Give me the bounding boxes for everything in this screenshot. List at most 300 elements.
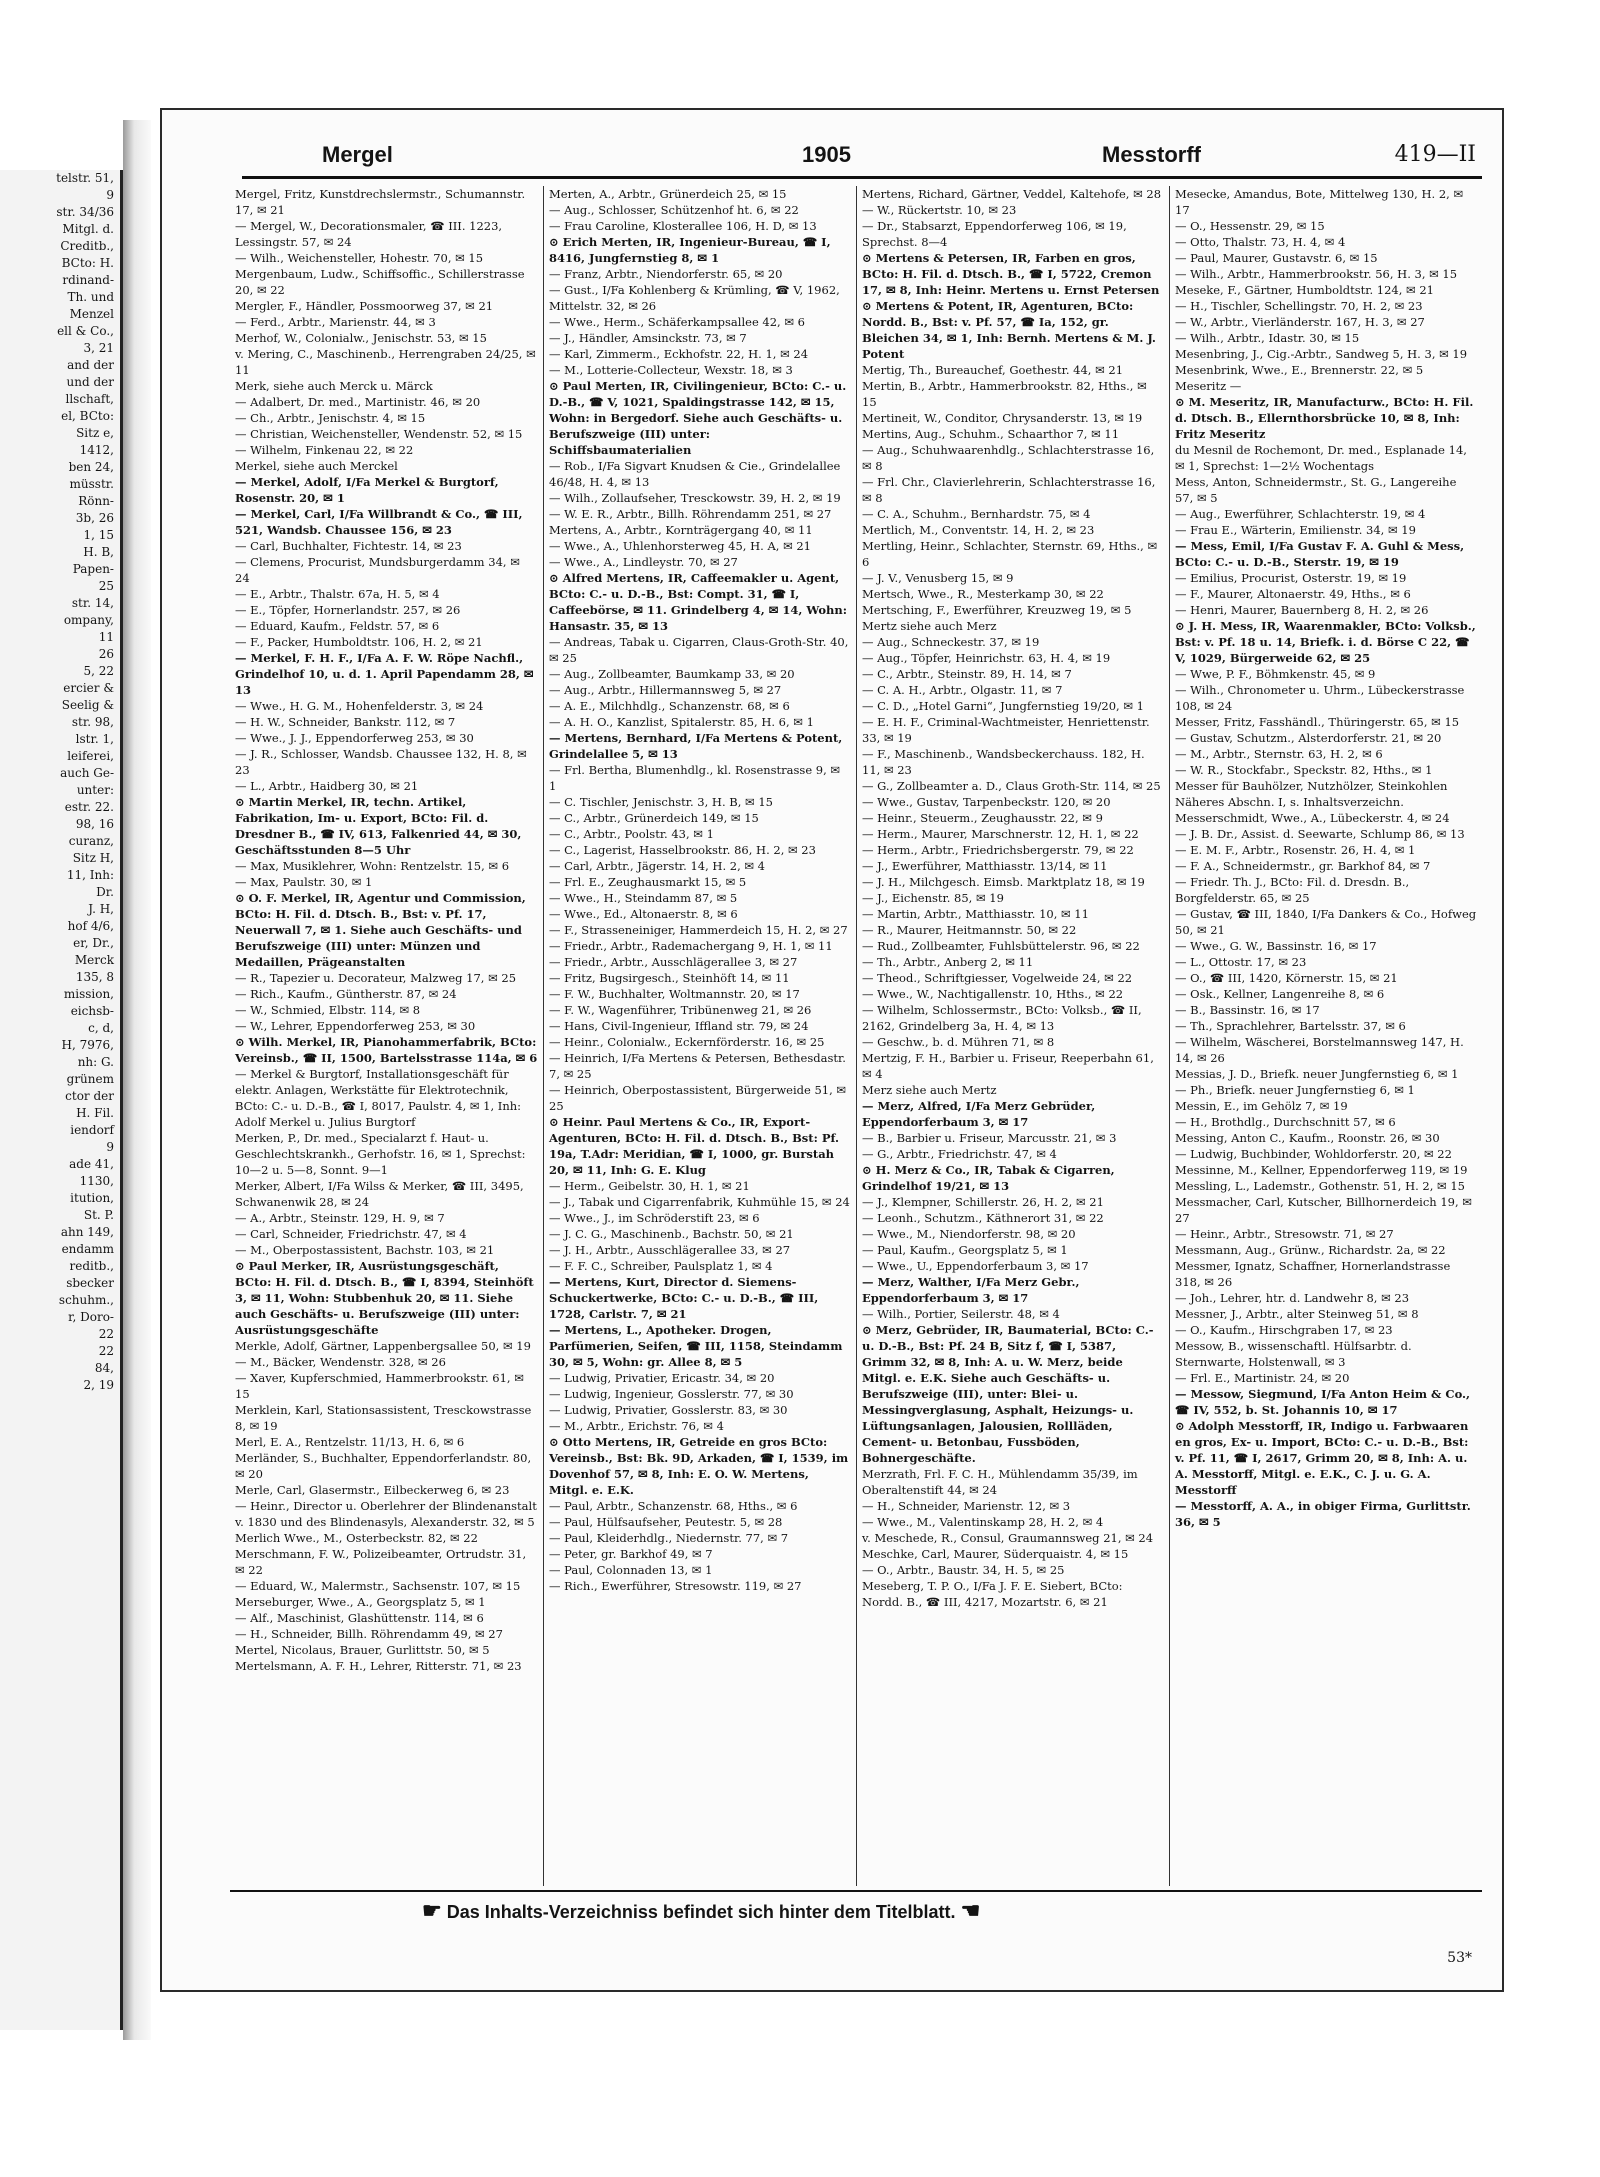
directory-entry: Mergenbaum, Ludw., Schiffsoffic., Schillerstrasse 20, ✉ 22 bbox=[235, 267, 525, 297]
directory-entry: ⊙ J. H. Mess, IR, Waarenmakler, BCto: Volksb., Bst: v. Pf. 18 u. 14, Briefk. i. d. Börse C 22, ☎ V, 1029, Bürgerweide 62, ✉ 25 bbox=[1175, 619, 1476, 665]
directory-entry: — Friedr., Arbtr., Rademachergang 9, H. 1, ✉ 11 bbox=[549, 939, 833, 953]
adjacent-page-fragment: 1, 15 bbox=[83, 528, 114, 542]
adjacent-page-fragment: reditb., bbox=[69, 1259, 114, 1273]
directory-entry: Mesenbring, J., Cig.-Arbtr., Sandweg 5, H. 3, ✉ 19 bbox=[1175, 347, 1468, 361]
directory-entry: — Rob., I/Fa Sigvart Knudsen & Cie., Grindelallee 46/48, H. 4, ✉ 13 bbox=[549, 459, 841, 489]
adjacent-page-fragment: ade 41, bbox=[69, 1157, 114, 1171]
directory-entry: — M., Lotterie-Collecteur, Wexstr. 18, ✉ 3 bbox=[549, 363, 793, 377]
adjacent-page-fragment: ercier & bbox=[63, 681, 114, 695]
directory-entry: — Wwe., Herm., Schäferkampsallee 42, ✉ 6 bbox=[549, 315, 805, 329]
directory-entry: — Wilhelm, Finkenau 22, ✉ 22 bbox=[235, 443, 414, 457]
adjacent-page-fragment: 5, 22 bbox=[83, 664, 114, 678]
directory-entry: ⊙ Mertens & Petersen, IR, Farben en gros, BCto: H. Fil. d. Dtsch. B., ☎ I, 5722, Cremon 17, ✉ 8, Inh: Heinr. Mertens u. Ernst Petersen bbox=[862, 251, 1160, 297]
adjacent-page-fragment: el, BCto: bbox=[61, 409, 114, 423]
directory-entry: — Carl, Arbtr., Jägerstr. 14, H. 2, ✉ 4 bbox=[549, 859, 766, 873]
directory-entry: — Xaver, Kupferschmied, Hammerbrookstr. 61, ✉ 15 bbox=[235, 1371, 524, 1401]
directory-entry: Mertling, Heinr., Schlachter, Sternstr. 69, Hths., ✉ 6 bbox=[862, 539, 1158, 569]
directory-entry: Mesenbrink, Wwe., E., Brennerstr. 22, ✉ 5 bbox=[1175, 363, 1424, 377]
directory-entry: — Wwe., Ed., Altonaerstr. 8, ✉ 6 bbox=[549, 907, 738, 921]
directory-entry: Merk, siehe auch Merck u. Märck bbox=[235, 379, 433, 393]
adjacent-page-fragment: H, 7976, bbox=[61, 1038, 114, 1052]
adjacent-page-fragment: 22 bbox=[98, 1344, 114, 1358]
directory-entry: ⊙ Alfred Mertens, IR, Caffeemakler u. Agent, BCto: C.- u. D.-B., Bst: Compt. 31, ☎ I, Caffeebörse, ✉ 11. Grindelberg 4, ✉ 14, Wohn: Hansastr. 35, ✉ 13 bbox=[549, 571, 847, 633]
adjacent-page-fragment: 22 bbox=[98, 1327, 114, 1341]
directory-entry: — M., Arbtr., Sternstr. 63, H. 2, ✉ 6 bbox=[1175, 747, 1383, 761]
directory-entry: — Mertens, Bernhard, I/Fa Mertens & Potent, Grindelallee 5, ✉ 13 bbox=[549, 731, 843, 761]
directory-entry: — Wilh., Arbtr., Idastr. 30, ✉ 15 bbox=[1175, 331, 1360, 345]
directory-entry: — G., Arbtr., Friedrichstr. 47, ✉ 4 bbox=[862, 1147, 1057, 1161]
directory-entry: — F., Maschinenb., Wandsbeckerchauss. 182, H. 11, ✉ 23 bbox=[862, 747, 1145, 777]
directory-entry: — Mess, Emil, I/Fa Gustav F. A. Guhl & Mess, BCto: C.- u. D.-B., Sterstr. 19, ✉ 19 bbox=[1175, 539, 1465, 569]
column-3 bbox=[856, 186, 1169, 1886]
directory-entry: Messmann, Aug., Grünw., Richardstr. 2a, ✉ 22 bbox=[1175, 1243, 1446, 1257]
directory-entry: — Wilh., Arbtr., Hammerbrookstr. 56, H. 3, ✉ 15 bbox=[1175, 267, 1458, 281]
adjacent-page-fragment: ctor der bbox=[65, 1089, 114, 1103]
directory-entry: — W., Schmied, Elbstr. 114, ✉ 8 bbox=[235, 1003, 421, 1017]
adjacent-page-fragment: 1412, bbox=[79, 443, 114, 457]
directory-entry: — Merkel, Adolf, I/Fa Merkel & Burgtorf, Rosenstr. 20, ✉ 1 bbox=[235, 475, 499, 505]
adjacent-page-fragment: hof 4/6, bbox=[67, 919, 114, 933]
directory-entry: — A. H. O., Kanzlist, Spitalerstr. 85, H. 6, ✉ 1 bbox=[549, 715, 814, 729]
directory-entry: — J. C. G., Maschinenb., Bachstr. 50, ✉ 21 bbox=[549, 1227, 794, 1241]
directory-entry: — J., Händler, Amsinckstr. 73, ✉ 7 bbox=[549, 331, 747, 345]
directory-entry: — F. F. C., Schreiber, Paulsplatz 1, ✉ 4 bbox=[549, 1259, 773, 1273]
directory-entry: — Heinr., Colonialw., Eckernförderstr. 16, ✉ 25 bbox=[549, 1035, 825, 1049]
directory-entry: Merseburger, Wwe., A., Georgsplatz 5, ✉ 1 bbox=[235, 1595, 486, 1609]
directory-entry: — Ph., Briefk. neuer Jungfernstieg 6, ✉ 1 bbox=[1175, 1083, 1415, 1097]
directory-entry: v. Mering, C., Maschinenb., Herrengraben 24/25, ✉ 11 bbox=[235, 347, 536, 377]
adjacent-page-fragment: mission, bbox=[63, 987, 114, 1001]
directory-entry: — Frau Caroline, Klosterallee 106, H. D, ✉ 13 bbox=[549, 219, 817, 233]
adjacent-page-fragment: 9 bbox=[106, 188, 114, 202]
directory-entry: — J., Ewerführer, Matthiasstr. 13/14, ✉ 11 bbox=[862, 859, 1108, 873]
directory-entry: Meseke, F., Gärtner, Humboldtstr. 124, ✉ 21 bbox=[1175, 283, 1434, 297]
adjacent-page-fragment: nh: G. bbox=[77, 1055, 114, 1069]
directory-entry: — Th., Arbtr., Anberg 2, ✉ 11 bbox=[862, 955, 1034, 969]
adjacent-page-fragment: H. B, bbox=[83, 545, 114, 559]
directory-entry: Mergler, F., Händler, Possmoorweg 37, ✉ 21 bbox=[235, 299, 494, 313]
directory-entry: — R., Maurer, Heitmannstr. 50, ✉ 22 bbox=[862, 923, 1077, 937]
directory-entry: — Ludwig, Buchbinder, Wohldorferstr. 20, ✉ 22 bbox=[1175, 1147, 1452, 1161]
directory-entry: — Carl, Schneider, Friedrichstr. 47, ✉ 4 bbox=[235, 1227, 467, 1241]
directory-entry: Messinne, M., Kellner, Eppendorferweg 119, ✉ 19 bbox=[1175, 1163, 1468, 1177]
directory-entry: ⊙ Wilh. Merkel, IR, Pianohammerfabrik, BCto: Vereinsb., ☎ II, 1500, Bartelsstrasse 114a, ✉ 6 bbox=[235, 1035, 538, 1065]
directory-entry: — J. V., Venusberg 15, ✉ 9 bbox=[862, 571, 1014, 585]
directory-entry: — Fritz, Bugsirgesch., Steinhöft 14, ✉ 11 bbox=[549, 971, 790, 985]
directory-entry: — E. M. F., Arbtr., Rosenstr. 26, H. 4, ✉ 1 bbox=[1175, 843, 1416, 857]
directory-entry: Mesecke, Amandus, Bote, Mittelweg 130, H. 2, ✉ 17 bbox=[1175, 187, 1464, 217]
directory-entry: — H., Schneider, Marienstr. 12, ✉ 3 bbox=[862, 1499, 1071, 1513]
directory-entry: Messias, J. D., Briefk. neuer Jungfernstieg 6, ✉ 1 bbox=[1175, 1067, 1459, 1081]
directory-entry: Messmacher, Carl, Kutscher, Billhornerdeich 19, ✉ 27 bbox=[1175, 1195, 1472, 1225]
adjacent-page-fragment: Rönn- bbox=[78, 494, 114, 508]
directory-entry: — Ch., Arbtr., Jenischstr. 4, ✉ 15 bbox=[235, 411, 426, 425]
directory-entry: Messner, J., Arbtr., alter Steinweg 51, ✉ 8 bbox=[1175, 1307, 1419, 1321]
directory-entry: — Rud., Zollbeamter, Fuhlsbüttelerstr. 96, ✉ 22 bbox=[862, 939, 1140, 953]
directory-entry: — Merkel, Carl, I/Fa Willbrandt & Co., ☎ III, 521, Wandsb. Chaussee 156, ✉ 23 bbox=[235, 507, 523, 537]
directory-entry: — Merz, Walther, I/Fa Merz Gebr., Eppendorferbaum 3, ✉ 17 bbox=[862, 1275, 1080, 1305]
column-4 bbox=[1169, 186, 1482, 1886]
directory-entry: — J. R., Schlosser, Wandsb. Chaussee 132, H. 8, ✉ 23 bbox=[235, 747, 527, 777]
directory-entry: Merlich Wwe., M., Osterbeckstr. 82, ✉ 22 bbox=[235, 1531, 478, 1545]
adjacent-page-fragment: unter: bbox=[76, 783, 114, 797]
directory-entry: — J., Tabak und Cigarrenfabrik, Kuhmühle 15, ✉ 24 bbox=[549, 1195, 850, 1209]
directory-entry: — W., Lehrer, Eppendorferweg 253, ✉ 30 bbox=[235, 1019, 476, 1033]
directory-entry: Merz siehe auch Mertz bbox=[862, 1083, 997, 1097]
directory-entry: — Aug., Arbtr., Hillermannsweg 5, ✉ 27 bbox=[549, 683, 782, 697]
directory-entry: Mertens, A., Arbtr., Kornträgergang 40, ✉ 11 bbox=[549, 523, 813, 537]
directory-entry: — Ludwig, Privatier, Gosslerstr. 83, ✉ 30 bbox=[549, 1403, 788, 1417]
adjacent-page-fragment: 9 bbox=[106, 1140, 114, 1154]
directory-entry: — A. E., Milchhdlg., Schanzenstr. 68, ✉ 6 bbox=[549, 699, 790, 713]
directory-entry: — Max, Paulstr. 30, ✉ 1 bbox=[235, 875, 373, 889]
adjacent-page-fragment: endamm bbox=[61, 1242, 114, 1256]
directory-entry: — F. W., Buchhalter, Woltmannstr. 20, ✉ 17 bbox=[549, 987, 800, 1001]
adjacent-page-fragment: str. 34/36 bbox=[56, 205, 114, 219]
directory-entry: — Adalbert, Dr. med., Martinistr. 46, ✉ 20 bbox=[235, 395, 481, 409]
directory-entry: — Gust., I/Fa Kohlenberg & Krümling, ☎ V, 1962, Mittelstr. 32, ✉ 26 bbox=[549, 283, 840, 313]
directory-entry: — J., Klempner, Schillerstr. 26, H. 2, ✉ 21 bbox=[862, 1195, 1104, 1209]
directory-entry: — Frl. E., Martinistr. 24, ✉ 20 bbox=[1175, 1371, 1350, 1385]
directory-entry: — Mergel, W., Decorationsmaler, ☎ III. 1223, Lessingstr. 57, ✉ 24 bbox=[235, 219, 503, 249]
adjacent-page-fragment: St. P. bbox=[83, 1208, 114, 1222]
directory-entry: — C., Arbtr., Grünerdeich 149, ✉ 15 bbox=[549, 811, 759, 825]
adjacent-page-fragment: telstr. 51, bbox=[56, 171, 114, 185]
directory-entry: — Paul, Maurer, Gustavstr. 6, ✉ 15 bbox=[1175, 251, 1378, 265]
directory-entry: — Eduard, Kaufm., Feldstr. 57, ✉ 6 bbox=[235, 619, 440, 633]
directory-entry: — Aug., Schlosser, Schützenhof ht. 6, ✉ 22 bbox=[549, 203, 799, 217]
directory-entry: — Heinrich, I/Fa Mertens & Petersen, Bethesdastr. 7, ✉ 25 bbox=[549, 1051, 846, 1081]
directory-entry: — E., Töpfer, Hornerlandstr. 257, ✉ 26 bbox=[235, 603, 461, 617]
adjacent-page-fragment: iendorf bbox=[70, 1123, 114, 1137]
directory-entry: — O., Kaufm., Hirschgraben 17, ✉ 23 bbox=[1175, 1323, 1393, 1337]
directory-entry: Merker, Albert, I/Fa Wilss & Merker, ☎ III, 3495, Schwanenwik 28, ✉ 24 bbox=[235, 1179, 524, 1209]
adjacent-page-fragment: r, Doro- bbox=[68, 1310, 114, 1324]
directory-entry: — Wilhelm, Wäscherei, Borstelmannsweg 147, H. 14, ✉ 26 bbox=[1175, 1035, 1464, 1065]
directory-entry: — Mertens, Kurt, Director d. Siemens-Schuckertwerke, BCto: C.- u. D.-B., ☎ III, 1728, Carlstr. 7, ✉ 21 bbox=[549, 1275, 819, 1321]
directory-entry: — Heinr., Director u. Oberlehrer der Blindenanstalt v. 1830 und des Blindenasyls, Alexanderstr. 32, ✉ 5 bbox=[235, 1499, 537, 1529]
adjacent-page-fragment: und der bbox=[66, 375, 114, 389]
adjacent-page-fragment: str. 14, bbox=[71, 596, 114, 610]
directory-entry: ⊙ Erich Merten, IR, Ingenieur-Bureau, ☎ I, 8416, Jungfernstieg 8, ✉ 1 bbox=[549, 235, 831, 265]
directory-entry: — Theod., Schriftgiesser, Vogelweide 24, ✉ 22 bbox=[862, 971, 1133, 985]
adjacent-page-fragment: estr. 22. bbox=[64, 800, 114, 814]
directory-entry: — M., Bäcker, Wendenstr. 328, ✉ 26 bbox=[235, 1355, 446, 1369]
directory-entry: Mertsching, F., Ewerführer, Kreuzweg 19, ✉ 5 bbox=[862, 603, 1132, 617]
directory-entry: — Andreas, Tabak u. Cigarren, Claus-Groth-Str. 40, ✉ 25 bbox=[549, 635, 849, 665]
directory-entry: — Leonh., Schutzm., Käthnerort 31, ✉ 22 bbox=[862, 1211, 1104, 1225]
footer-note-text: Das Inhalts-Verzeichniss befindet sich hinter dem Titelblatt. bbox=[446, 1902, 956, 1922]
directory-entry: Messmer, Ignatz, Schaffner, Hornerlandstrasse 318, ✉ 26 bbox=[1175, 1259, 1451, 1289]
directory-entry: ⊙ Paul Merker, IR, Ausrüstungsgeschäft, BCto: H. Fil. d. Dtsch. B., ☎ I, 8394, Steinhöft 3, ✉ 11, Wohn: Stubbenhuk 20, ✉ 11. Siehe auch Geschäfts- u. Berufszweige (III) unter: Ausrüstungsgeschäfte bbox=[235, 1259, 534, 1337]
adjacent-page-fragment: 135, 8 bbox=[75, 970, 114, 984]
directory-entry: — Wwe., G. W., Bassinstr. 16, ✉ 17 bbox=[1175, 939, 1377, 953]
sheet-number: 53* bbox=[1447, 1950, 1472, 1966]
directory-entry: — Paul, Colonnaden 13, ✉ 1 bbox=[549, 1563, 713, 1577]
directory-entry: — Wwe., U., Eppendorferbaum 3, ✉ 17 bbox=[862, 1259, 1089, 1273]
adjacent-page-fragment: 11, Inh: bbox=[66, 868, 114, 882]
directory-entry: Merten, A., Arbtr., Grünerdeich 25, ✉ 15 bbox=[549, 187, 787, 201]
directory-entry: — O., Arbtr., Baustr. 34, H. 5, ✉ 25 bbox=[862, 1563, 1065, 1577]
directory-entry: Messin, E., im Gehölz 7, ✉ 19 bbox=[1175, 1099, 1348, 1113]
directory-entry: — C. D., „Hotel Garni“, Jungfernstieg 19/20, ✉ 1 bbox=[862, 699, 1144, 713]
directory-entry: — Christian, Weichensteller, Wendenstr. 52, ✉ 15 bbox=[235, 427, 523, 441]
directory-entry: — Karl, Zimmerm., Eckhofstr. 22, H. 1, ✉ 24 bbox=[549, 347, 809, 361]
directory-entry: — F., Packer, Humboldtstr. 106, H. 2, ✉ 21 bbox=[235, 635, 483, 649]
directory-entry: — J. H., Arbtr., Ausschlägerallee 33, ✉ 27 bbox=[549, 1243, 791, 1257]
directory-entry: — Herm., Arbtr., Friedrichsbergerstr. 79, ✉ 22 bbox=[862, 843, 1134, 857]
directory-entry: Merhof, W., Colonialw., Jenischstr. 53, ✉ 15 bbox=[235, 331, 487, 345]
adjacent-page-fragment: müsstr. bbox=[69, 477, 114, 491]
directory-entry: — H. W., Schneider, Bankstr. 112, ✉ 7 bbox=[235, 715, 456, 729]
directory-entry: — Heinrich, Oberpostassistent, Bürgerweide 51, ✉ 25 bbox=[549, 1083, 847, 1113]
adjacent-page-fragment: 3b, 26 bbox=[75, 511, 114, 525]
footer-rule bbox=[230, 1890, 1482, 1892]
directory-entry: — J., Eichenstr. 85, ✉ 19 bbox=[862, 891, 1004, 905]
directory-entry: — Alf., Maschinist, Glashüttenstr. 114, ✉ 6 bbox=[235, 1611, 484, 1625]
directory-entry: — L., Arbtr., Haidberg 30, ✉ 21 bbox=[235, 779, 419, 793]
directory-entry: — Heinr., Steuerm., Zeughausstr. 22, ✉ 9 bbox=[862, 811, 1103, 825]
adjacent-page-fragment: 26 bbox=[98, 647, 114, 661]
directory-entry: Merken, P., Dr. med., Specialarzt f. Haut- u. Geschlechtskrankh., Gerhofstr. 16, ✉ 1, Sprechst: 10—2 u. 5—8, Sonnt. 9—1 bbox=[235, 1131, 526, 1177]
directory-entry: — W., Rückertstr. 10, ✉ 23 bbox=[862, 203, 1017, 217]
directory-entry: Messow, B., wissenschaftl. Hülfsarbtr. d. Sternwarte, Holstenwall, ✉ 3 bbox=[1175, 1339, 1412, 1369]
directory-entry: — M., Arbtr., Erichstr. 76, ✉ 4 bbox=[549, 1419, 724, 1433]
directory-entry: — Frl. Chr., Clavierlehrerin, Schlachterstrasse 16, ✉ 8 bbox=[862, 475, 1156, 505]
directory-entry: — M., Oberpostassistent, Bachstr. 103, ✉ 21 bbox=[235, 1243, 495, 1257]
directory-entry: — Dr., Stabsarzt, Eppendorferweg 106, ✉ 19, Sprechst. 8—4 bbox=[862, 219, 1127, 249]
directory-entry: — Wilh., Portier, Seilerstr. 48, ✉ 4 bbox=[862, 1307, 1060, 1321]
directory-entry: Merkle, Adolf, Gärtner, Lappenbergsallee 50, ✉ 19 bbox=[235, 1339, 531, 1353]
adjacent-page-fragment: sbecker bbox=[66, 1276, 114, 1290]
adjacent-page-fragment: Th. und bbox=[67, 290, 114, 304]
directory-entry: — Wwe., W., Nachtigallenstr. 10, Hths., ✉ 22 bbox=[862, 987, 1124, 1001]
directory-entry: — C. A., Schuhm., Bernhardstr. 75, ✉ 4 bbox=[862, 507, 1091, 521]
directory-entry: — G., Zollbeamter a. D., Claus Groth-Str. 114, ✉ 25 bbox=[862, 779, 1161, 793]
directory-entry: — C., Arbtr., Steinstr. 89, H. 14, ✉ 7 bbox=[862, 667, 1072, 681]
directory-entry: — Wwe., J., im Schröderstift 23, ✉ 6 bbox=[549, 1211, 760, 1225]
directory-entry: Merklein, Karl, Stationsassistent, Tresckowstrasse 8, ✉ 19 bbox=[235, 1403, 532, 1433]
directory-entry: Merschmann, F. W., Polizeibeamter, Ortrudstr. 31, ✉ 22 bbox=[235, 1547, 527, 1577]
directory-entry: Merkel, siehe auch Merckel bbox=[235, 459, 398, 473]
directory-entry: — Frl. Bertha, Blumenhdlg., kl. Rosenstrasse 9, ✉ 1 bbox=[549, 763, 841, 793]
directory-entry: Meseritz — bbox=[1175, 379, 1242, 393]
directory-entry: — Wilh., Weichensteller, Hohestr. 70, ✉ 15 bbox=[235, 251, 484, 265]
adjacent-page-fragment: Merck bbox=[74, 953, 114, 967]
adjacent-page-strip bbox=[0, 170, 123, 2030]
directory-entry: — Ludwig, Ingenieur, Gosslerstr. 77, ✉ 30 bbox=[549, 1387, 794, 1401]
directory-entry: — F. A., Schneidermstr., gr. Barkhof 84, ✉ 7 bbox=[1175, 859, 1431, 873]
directory-entry: Mertig, Th., Bureauchef, Goethestr. 44, ✉ 21 bbox=[862, 363, 1124, 377]
directory-entry: Merl, E. A., Rentzelstr. 11/13, H. 6, ✉ 6 bbox=[235, 1435, 465, 1449]
adjacent-page-fragment: er, Dr., bbox=[73, 936, 114, 950]
directory-entry: — H., Tischler, Schellingstr. 70, H. 2, ✉ 23 bbox=[1175, 299, 1423, 313]
page-number: 419—II bbox=[1394, 142, 1476, 167]
adjacent-page-fragment: itution, bbox=[70, 1191, 114, 1205]
directory-entry: du Mesnil de Rochemont, Dr. med., Esplanade 14, ✉ 1, Sprechst: 1—2½ Wochentags bbox=[1175, 443, 1467, 473]
directory-entry: — C. Tischler, Jenischstr. 3, H. B, ✉ 15 bbox=[549, 795, 773, 809]
adjacent-page-fragment: c, d, bbox=[88, 1021, 114, 1035]
directory-entry: Meschke, Carl, Maurer, Süderquaistr. 4, ✉ 15 bbox=[862, 1547, 1129, 1561]
directory-entry: Merzrath, Frl. F. C. H., Mühlendamm 35/39, im Oberaltenstift 44, ✉ 24 bbox=[862, 1467, 1138, 1497]
directory-entry: Mertzig, F. H., Barbier u. Friseur, Reeperbahn 61, ✉ 4 bbox=[862, 1051, 1154, 1081]
directory-entry: ⊙ Otto Mertens, IR, Getreide en gros BCto: Vereinsb., Bst: Bk. 9D, Arkaden, ☎ I, 1539, im Dovenhof 57, ✉ 8, Inh: E. O. W. Mertens, Mitgl. e. E.K. bbox=[549, 1435, 849, 1497]
directory-entry: — Paul, Arbtr., Schanzenstr. 68, Hths., ✉ 6 bbox=[549, 1499, 798, 1513]
directory-entry: — Aug., Schneckestr. 37, ✉ 19 bbox=[862, 635, 1040, 649]
adjacent-page-fragment: 11 bbox=[98, 630, 114, 644]
directory-entry: Messer, Fritz, Fasshändl., Thüringerstr. 65, ✉ 15 bbox=[1175, 715, 1460, 729]
directory-entry: — Paul, Kleiderhdlg., Niedernstr. 77, ✉ 7 bbox=[549, 1531, 789, 1545]
directory-entry: ⊙ Merz, Gebrüder, IR, Baumaterial, BCto: C.- u. D.-B., Bst: Pf. 24 B, Sitz f, ☎ I, 5387, Grimm 32, ✉ 8, Inh: A. u. W. Merz, beide Mitgl. e. E.K. Siehe auch Geschäfts- u. Berufszweige (III), unter: Blei- u. Messingverglasung, Asphalt, Heizungs- u. Lüftungsanlagen, Jalousien, Rollläden, Cement- u. Betonbau, Fussböden, Bohnergeschäfte. bbox=[862, 1323, 1154, 1465]
directory-entry: — W., Arbtr., Vierländerstr. 167, H. 3, ✉ 27 bbox=[1175, 315, 1425, 329]
directory-entry: Mertsch, Wwe., R., Mesterkamp 30, ✉ 22 bbox=[862, 587, 1104, 601]
adjacent-page-fragment: J. H, bbox=[88, 902, 114, 916]
directory-entry: — Aug., Zollbeamter, Baumkamp 33, ✉ 20 bbox=[549, 667, 795, 681]
directory-entry: — Rich., Ewerführer, Stresowstr. 119, ✉ 27 bbox=[549, 1579, 802, 1593]
adjacent-page-fragment: 25 bbox=[98, 579, 114, 593]
directory-entry: ⊙ Martin Merkel, IR, techn. Artikel, Fabrikation, Im- u. Export, BCto: Fil. d. Dresdner B., ☎ IV, 613, Falkenried 44, ✉ 30, Geschäftsstunden 8—5 Uhr bbox=[235, 795, 522, 857]
directory-entry: ⊙ O. F. Merkel, IR, Agentur und Commission, BCto: H. Fil. d. Dtsch. B., Bst: v. Pf. 17, Neuerwall 7, ✉ 1. Siehe auch Geschäfts- und Berufszweige (III) unter: Münzen und Medaillen, Prägeanstalten bbox=[235, 891, 526, 969]
directory-entry: — B., Bassinstr. 16, ✉ 17 bbox=[1175, 1003, 1320, 1017]
adjacent-page-fragment: llschaft, bbox=[65, 392, 114, 406]
directory-entry: — Wwe., A., Uhlenhorsterweg 45, H. A, ✉ 21 bbox=[549, 539, 811, 553]
directory-entry: — Rich., Kaufm., Güntherstr. 87, ✉ 24 bbox=[235, 987, 457, 1001]
adjacent-page-fragment: BCto: H. bbox=[61, 256, 114, 270]
adjacent-page-fragment: leiferei, bbox=[67, 749, 114, 763]
directory-entry: — Martin, Arbtr., Matthiasstr. 10, ✉ 11 bbox=[862, 907, 1089, 921]
directory-entry: — B., Barbier u. Friseur, Marcusstr. 21, ✉ 3 bbox=[862, 1131, 1117, 1145]
adjacent-page-fragment: ompany, bbox=[63, 613, 114, 627]
adjacent-page-fragment: H. Fil. bbox=[76, 1106, 114, 1120]
directory-entry: — C., Arbtr., Poolstr. 43, ✉ 1 bbox=[549, 827, 714, 841]
directory-entry: ⊙ Mertens & Potent, IR, Agenturen, BCto: Nordd. B., Bst: v. Pf. 57, ☎ Ia, 152, gr. Bleichen 34, ✉ 1, Inh: Bernh. Mertens & M. J. Potent bbox=[862, 299, 1156, 361]
adjacent-page-fragment: auch Ge- bbox=[60, 766, 114, 780]
adjacent-page-fragment: 98, 16 bbox=[75, 817, 114, 831]
directory-entry: — E., Arbtr., Thalstr. 67a, H. 5, ✉ 4 bbox=[235, 587, 440, 601]
directory-entry: — Paul, Hülfsaufseher, Peutestr. 5, ✉ 28 bbox=[549, 1515, 783, 1529]
directory-entry: — Herm., Maurer, Marschnerstr. 12, H. 1, ✉ 22 bbox=[862, 827, 1139, 841]
directory-page bbox=[160, 108, 1504, 1992]
directory-entry: Merländer, S., Buchhalter, Eppendorferlandstr. 80, ✉ 20 bbox=[235, 1451, 532, 1481]
directory-entry: Merle, Carl, Glasermstr., Eilbeckerweg 6, ✉ 23 bbox=[235, 1483, 510, 1497]
directory-entry: — F., Strasseneiniger, Hammerdeich 15, H. 2, ✉ 27 bbox=[549, 923, 848, 937]
directory-entry: — Wilh., Zollaufseher, Tresckowstr. 39, H. 2, ✉ 19 bbox=[549, 491, 841, 505]
directory-entry: Mess, Anton, Schneidermstr., St. G., Langereihe 57, ✉ 5 bbox=[1175, 475, 1457, 505]
column-2 bbox=[543, 186, 856, 1886]
directory-entry: — Frl. E., Zeughausmarkt 15, ✉ 5 bbox=[549, 875, 747, 889]
directory-entry: — Aug., Schuhwaarenhdlg., Schlachterstrasse 16, ✉ 8 bbox=[862, 443, 1155, 473]
adjacent-page-fragment: Mitgl. d. bbox=[62, 222, 114, 236]
directory-entry: — Osk., Kellner, Langenreihe 8, ✉ 6 bbox=[1175, 987, 1385, 1001]
directory-entry: — Carl, Buchhalter, Fichtestr. 14, ✉ 23 bbox=[235, 539, 462, 553]
directory-entry: — Th., Sprachlehrer, Bartelsstr. 37, ✉ 6 bbox=[1175, 1019, 1406, 1033]
directory-entry: Mergel, Fritz, Kunstdrechslermstr., Schumannstr. 17, ✉ 21 bbox=[235, 187, 526, 217]
directory-entry: — Wwe., H. G. M., Hohenfelderstr. 3, ✉ 24 bbox=[235, 699, 484, 713]
header-left-word: Mergel bbox=[322, 142, 393, 167]
adjacent-page-fragment: ell & Co., bbox=[57, 324, 114, 338]
directory-entry: — Wwe., M., Valentinskamp 28, H. 2, ✉ 4 bbox=[862, 1515, 1104, 1529]
directory-entry: Mertineit, W., Conditor, Chrysanderstr. 13, ✉ 19 bbox=[862, 411, 1143, 425]
adjacent-page-fragment: rdinand- bbox=[62, 273, 114, 287]
directory-entry: — O., ☎ III, 1420, Körnerstr. 15, ✉ 21 bbox=[1175, 971, 1398, 985]
adjacent-page-fragment: 3, 21 bbox=[83, 341, 114, 355]
directory-columns bbox=[230, 186, 1482, 1886]
directory-entry: — Ludwig, Privatier, Ericastr. 34, ✉ 20 bbox=[549, 1371, 775, 1385]
directory-entry: Messerschmidt, Wwe., A., Lübeckerstr. 4, ✉ 24 bbox=[1175, 811, 1450, 825]
directory-entry: Mertlich, M., Conventstr. 14, H. 2, ✉ 23 bbox=[862, 523, 1095, 537]
pointing-hand-icon-right: ☚ bbox=[960, 1898, 981, 1923]
directory-entry: — J. B. Dr., Assist. d. Seewarte, Schlump 86, ✉ 13 bbox=[1175, 827, 1465, 841]
directory-entry: — Gustav, ☎ III, 1840, I/Fa Dankers & Co., Hofweg 50, ✉ 21 bbox=[1175, 907, 1477, 937]
directory-entry: — Joh., Lehrer, htr. d. Landwehr 8, ✉ 23 bbox=[1175, 1291, 1410, 1305]
directory-entry: — L., Ottostr. 17, ✉ 23 bbox=[1175, 955, 1307, 969]
directory-entry: — Clemens, Procurist, Mundsburgerdamm 34, ✉ 24 bbox=[235, 555, 520, 585]
header-right-word: Messtorff bbox=[1102, 142, 1202, 167]
directory-entry: Mertens, Richard, Gärtner, Veddel, Kaltehofe, ✉ 28 bbox=[862, 187, 1162, 201]
directory-entry: — Merz, Alfred, I/Fa Merz Gebrüder, Eppendorferbaum 3, ✉ 17 bbox=[862, 1099, 1096, 1129]
adjacent-page-fragment: Dr. bbox=[96, 885, 114, 899]
directory-entry: — O., Hessenstr. 29, ✉ 15 bbox=[1175, 219, 1325, 233]
directory-entry: — W. E. R., Arbtr., Billh. Röhrendamm 251, ✉ 27 bbox=[549, 507, 832, 521]
directory-entry: Mertel, Nicolaus, Brauer, Gurlittstr. 50, ✉ 5 bbox=[235, 1643, 490, 1657]
adjacent-page-fragment: Creditb., bbox=[60, 239, 114, 253]
adjacent-page-fragment: Sitz e, bbox=[76, 426, 114, 440]
directory-entry: — Wwe., A., Lindleystr. 70, ✉ 27 bbox=[549, 555, 738, 569]
directory-entry: — C. A. H., Arbtr., Olgastr. 11, ✉ 7 bbox=[862, 683, 1063, 697]
directory-entry: ⊙ M. Meseritz, IR, Manufacturw., BCto: H. Fil. d. Dtsch. B., Ellernthorsbrücke 10, ✉ 8, Inh: Fritz Meseritz bbox=[1175, 395, 1474, 441]
directory-entry: — Wwe., J. J., Eppendorferweg 253, ✉ 30 bbox=[235, 731, 474, 745]
directory-entry: — Friedr. Th. J., BCto: Fil. d. Dresdn. B., Borgfelderstr. 65, ✉ 25 bbox=[1175, 875, 1410, 905]
adjacent-page-fragment: eichsb- bbox=[70, 1004, 114, 1018]
adjacent-page-fragment: Sitz H, bbox=[72, 851, 114, 865]
directory-entry: — Wwe., M., Niendorferstr. 98, ✉ 20 bbox=[862, 1227, 1076, 1241]
directory-entry: — Friedr., Arbtr., Ausschlägerallee 3, ✉ 27 bbox=[549, 955, 798, 969]
directory-entry: — F., Maurer, Altonaerstr. 49, Hths., ✉ 6 bbox=[1175, 587, 1411, 601]
directory-entry: — Merkel, F. H. F., I/Fa A. F. W. Röpe Nachfl., Grindelhof 10, u. d. 1. April Papendamm 28, ✉ 13 bbox=[235, 651, 534, 697]
directory-entry: — E. H. F., Criminal-Wachtmeister, Henriettenstr. 33, ✉ 19 bbox=[862, 715, 1150, 745]
adjacent-page-fragment: ben 24, bbox=[68, 460, 114, 474]
directory-entry: — J. H., Milchgesch. Eimsb. Marktplatz 18, ✉ 19 bbox=[862, 875, 1145, 889]
directory-entry: Mertelsmann, A. F. H., Lehrer, Ritterstr. 71, ✉ 23 bbox=[235, 1659, 522, 1673]
directory-entry: — Wilhelm, Schlossermstr., BCto: Volksb., ☎ II, 2162, Grindelberg 3a, H. 4, ✉ 13 bbox=[862, 1003, 1142, 1033]
directory-entry: — F. W., Wagenführer, Tribünenweg 21, ✉ 26 bbox=[549, 1003, 812, 1017]
directory-entry: — Gustav, Schutzm., Alsterdorferstr. 21, ✉ 20 bbox=[1175, 731, 1442, 745]
directory-entry: — Wwe, P. F., Böhmkenstr. 45, ✉ 9 bbox=[1175, 667, 1376, 681]
header-year: 1905 bbox=[802, 142, 851, 167]
directory-entry: — Heinr., Arbtr., Stresowstr. 71, ✉ 27 bbox=[1175, 1227, 1394, 1241]
adjacent-page-fragment: 84, bbox=[94, 1361, 114, 1375]
directory-entry: Mertins, Aug., Schuhm., Schaarthor 7, ✉ 11 bbox=[862, 427, 1120, 441]
directory-entry: — W. R., Stockfabr., Speckstr. 82, Hths., ✉ 1 bbox=[1175, 763, 1433, 777]
directory-entry: — Messow, Siegmund, I/Fa Anton Heim & Co., ☎ IV, 552, b. St. Johannis 10, ✉ 17 bbox=[1175, 1387, 1471, 1417]
adjacent-page-fragment: Menzel bbox=[69, 307, 114, 321]
adjacent-page-fragment: Seelig & bbox=[61, 698, 114, 712]
directory-entry: — Mertens, L., Apotheker. Drogen, Parfümerien, Seifen, ☎ III, 1158, Steindamm 30, ✉ 5, Wohn: gr. Allee 8, ✉ 5 bbox=[549, 1323, 843, 1369]
directory-entry: — Paul, Kaufm., Georgsplatz 5, ✉ 1 bbox=[862, 1243, 1068, 1257]
directory-entry: — Herm., Geibelstr. 30, H. 1, ✉ 21 bbox=[549, 1179, 750, 1193]
directory-entry: Messing, Anton C., Kaufm., Roonstr. 26, ✉ 30 bbox=[1175, 1131, 1440, 1145]
book-spine bbox=[123, 120, 151, 2040]
footer-note bbox=[422, 1898, 980, 1924]
directory-entry: ⊙ Heinr. Paul Mertens & Co., IR, Export-Agenturen, BCto: H. Fil. d. Dtsch. B., Bst: Pf. 19a, T.Adr: Meridian, ☎ I, 1000, gr. Burstah 20, ✉ 11, Inh: G. E. Klug bbox=[549, 1115, 840, 1177]
adjacent-page-fragment: ahn 149, bbox=[60, 1225, 114, 1239]
adjacent-page-fragment: 1130, bbox=[79, 1174, 114, 1188]
directory-entry: — Peter, gr. Barkhof 49, ✉ 7 bbox=[549, 1547, 713, 1561]
directory-entry: — Henri, Maurer, Bauernberg 8, H. 2, ✉ 26 bbox=[1175, 603, 1429, 617]
directory-entry: — H., Schneider, Billh. Röhrendamm 49, ✉ 27 bbox=[235, 1627, 503, 1641]
directory-entry: — Emilius, Procurist, Osterstr. 19, ✉ 19 bbox=[1175, 571, 1407, 585]
directory-entry: — Merkel & Burgtorf, Installationsgeschäft für elektr. Anlagen, Werkstätte für Elektrotechnik, BCto: C.- u. D.-B., ☎ I, 8017, Paulstr. 4, ✉ 1, Inh: Adolf Merkel u. Julius Burgtorf bbox=[235, 1067, 522, 1129]
